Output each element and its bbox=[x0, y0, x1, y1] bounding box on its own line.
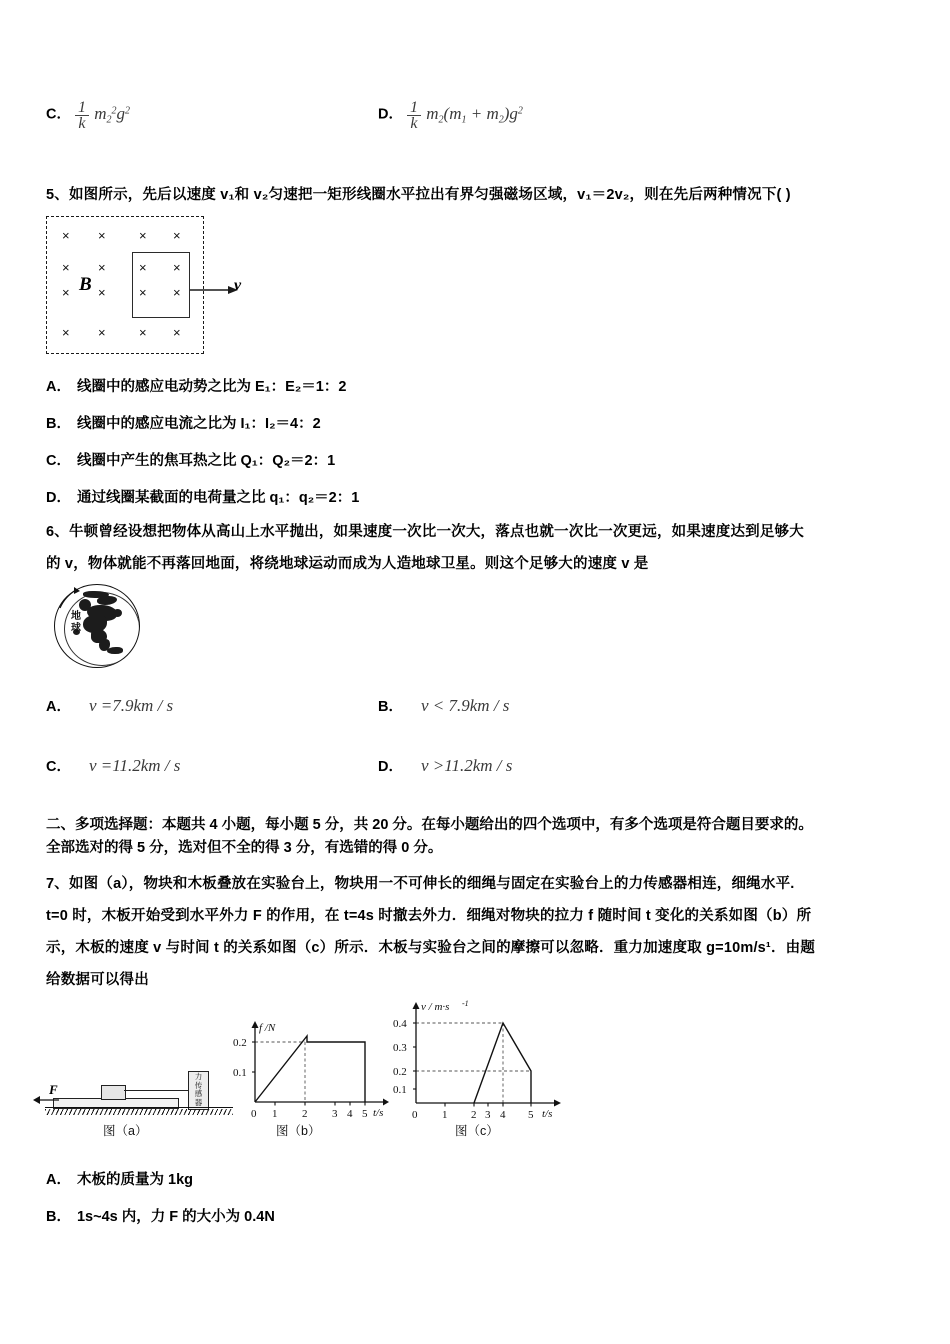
q6-option-c-text: v =11.2km / s bbox=[88, 756, 181, 775]
orbit-arrow-icon bbox=[50, 582, 146, 672]
svg-text:0: 0 bbox=[412, 1109, 418, 1121]
q7-figure-c-chart bbox=[378, 995, 568, 1123]
q6-option-a-text: v =7.9km / s bbox=[88, 696, 174, 715]
q4-option-c-formula: $\frac{1}{k}$ $m_2^2g^2$ bbox=[75, 104, 130, 123]
svg-text:t/s: t/s bbox=[373, 1107, 384, 1119]
q6-option-a[interactable] bbox=[46, 695, 173, 716]
field-cross-icon: × bbox=[98, 260, 106, 275]
earth-label bbox=[71, 611, 81, 635]
q6-option-d-text: v >11.2km / s bbox=[420, 756, 513, 775]
force-sensor bbox=[188, 1071, 209, 1110]
q5-option-d[interactable] bbox=[46, 488, 359, 508]
svg-text:0.4: 0.4 bbox=[393, 1018, 407, 1030]
q6-option-d[interactable] bbox=[378, 755, 512, 776]
field-cross-icon: × bbox=[139, 228, 147, 243]
q5-option-b-text: 线圈中的感应电流之比为 I₁：I₂＝4：2 bbox=[76, 416, 321, 432]
svg-text:0.1: 0.1 bbox=[393, 1084, 407, 1096]
q7-stem-line-4: 给数据可以得出 bbox=[46, 972, 149, 988]
svg-text:0.2: 0.2 bbox=[233, 1037, 247, 1049]
q4-option-d-label: D． bbox=[378, 106, 403, 123]
svg-text:2: 2 bbox=[302, 1108, 308, 1120]
q5-stem: 5、如图所示，先后以速度 v₁和 v₂匀速把一矩形线圈水平拉出有界匀强磁场区域，v₁＝2v₂，则在先后两种情况下( ) bbox=[46, 187, 791, 203]
q7-option-b[interactable] bbox=[46, 1207, 275, 1227]
svg-text:-1: -1 bbox=[462, 999, 469, 1008]
field-strength-label: B bbox=[79, 274, 92, 295]
field-cross-icon: × bbox=[62, 285, 70, 300]
svg-text:f /N: f /N bbox=[259, 1022, 276, 1034]
q7-option-b-text: 1s~4s 内，力 F 的大小为 0.4N bbox=[76, 1209, 275, 1225]
q5-option-c-label: C． bbox=[46, 453, 71, 469]
svg-text:3: 3 bbox=[332, 1108, 338, 1120]
field-cross-icon: × bbox=[173, 260, 181, 275]
q4-option-c bbox=[46, 100, 130, 132]
connecting-string bbox=[124, 1090, 190, 1091]
q7-option-a-label: A． bbox=[46, 1172, 71, 1188]
section-2-instructions-line-2: 全部选对的得 5 分，选对但不全的得 3 分，有选错的得 0 分。 bbox=[46, 840, 443, 856]
q6-stem-line-1: 6、牛顿曾经设想把物体从高山上水平抛出，如果速度一次比一次大，落点也就一次比一次更远，如果速度达到足够大 bbox=[46, 524, 804, 540]
svg-text:1: 1 bbox=[442, 1109, 448, 1121]
field-cross-icon: × bbox=[62, 325, 70, 340]
q7-figure-a-apparatus bbox=[45, 1057, 235, 1119]
field-cross-icon: × bbox=[139, 285, 147, 300]
svg-text:0.3: 0.3 bbox=[393, 1042, 407, 1054]
block-object bbox=[101, 1085, 126, 1100]
force-label-F: F bbox=[49, 1082, 58, 1097]
field-cross-icon: × bbox=[98, 285, 106, 300]
field-cross-icon: × bbox=[62, 228, 70, 243]
field-cross-icon: × bbox=[98, 228, 106, 243]
q6-option-a-label: A． bbox=[46, 699, 71, 715]
earth-label-char-2: 球 bbox=[71, 623, 81, 634]
q6-option-b-text: v < 7.9km / s bbox=[420, 696, 510, 715]
q5-magnetic-field-figure bbox=[46, 216, 242, 358]
section-2-instructions-line-1: 二、多项选择题：本题共 4 小题，每小题 5 分，共 20 分。在每小题给出的四个选项中，有多个选项是符合题目要求的。 bbox=[46, 817, 813, 833]
hatching-pattern bbox=[45, 1109, 233, 1115]
velocity-label: v bbox=[234, 277, 242, 294]
earth-label-char-1: 地 bbox=[71, 611, 81, 622]
svg-text:0.2: 0.2 bbox=[393, 1066, 407, 1078]
field-cross-icon: × bbox=[139, 325, 147, 340]
q7-figure-a-caption: 图（a） bbox=[103, 1124, 148, 1138]
lab-bench-surface bbox=[45, 1107, 233, 1115]
svg-text:5: 5 bbox=[362, 1108, 368, 1120]
q7-stem-line-2: t=0 时，木板开始受到水平外力 F 的作用，在 t=4s 时撤去外力．细绳对物块的拉力 f 随时间 t 变化的关系如图（b）所 bbox=[46, 908, 812, 924]
q5-option-c[interactable] bbox=[46, 451, 335, 471]
field-cross-icon: × bbox=[98, 325, 106, 340]
q4-option-c-label: C． bbox=[46, 106, 71, 123]
field-cross-icon: × bbox=[173, 228, 181, 243]
field-cross-icon: × bbox=[62, 260, 70, 275]
rectangular-coil bbox=[132, 252, 190, 318]
svg-text:0: 0 bbox=[251, 1108, 257, 1120]
q7-figure-b-chart bbox=[221, 1020, 389, 1122]
q7-stem-line-3: 示，木板的速度 v 与时间 t 的关系如图（c）所示．木板与实验台之间的摩擦可以忽略．重力加速度取 g=10m/s¹．由题 bbox=[46, 940, 816, 956]
q5-option-c-text: 线圈中产生的焦耳热之比 Q₁：Q₂＝2：1 bbox=[76, 453, 336, 469]
q7-figure-c-caption: 图（c） bbox=[455, 1124, 499, 1138]
q6-option-d-label: D． bbox=[378, 759, 403, 775]
field-cross-icon: × bbox=[173, 325, 181, 340]
q7-option-a-text: 木板的质量为 1kg bbox=[76, 1172, 193, 1188]
q5-option-b-label: B． bbox=[46, 416, 71, 432]
force-sensor-label: 力 传 感 器 bbox=[194, 1072, 203, 1107]
svg-text:2: 2 bbox=[471, 1109, 477, 1121]
svg-text:4: 4 bbox=[500, 1109, 506, 1121]
q7-option-b-label: B． bbox=[46, 1209, 71, 1225]
svg-text:5: 5 bbox=[528, 1109, 534, 1121]
q7-figure-row bbox=[45, 995, 605, 1150]
svg-text:t/s: t/s bbox=[542, 1108, 553, 1120]
q7-figure-b-caption: 图（b） bbox=[276, 1124, 321, 1138]
q5-option-b[interactable] bbox=[46, 414, 321, 434]
q7-option-a[interactable] bbox=[46, 1170, 193, 1190]
q6-option-b-label: B． bbox=[378, 699, 403, 715]
svg-text:4: 4 bbox=[347, 1108, 353, 1120]
q6-stem-line-2: 的 v，物体就能不再落回地面，将绕地球运动而成为人造地球卫星。则这个足够大的速度 v 是 bbox=[46, 556, 649, 572]
q6-option-c-label: C． bbox=[46, 759, 71, 775]
field-cross-icon: × bbox=[173, 285, 181, 300]
svg-text:3: 3 bbox=[485, 1109, 491, 1121]
q5-option-a[interactable] bbox=[46, 377, 346, 397]
q7-stem-line-1: 7、如图（a），物块和木板叠放在实验台上，物块用一不可伸长的细绳与固定在实验台上的力传感器相连，细绳水平. bbox=[46, 876, 795, 892]
q5-option-a-label: A． bbox=[46, 379, 71, 395]
svg-text:1: 1 bbox=[272, 1108, 278, 1120]
q4-option-d bbox=[378, 100, 523, 132]
q6-earth-figure bbox=[50, 582, 146, 672]
svg-text:0.1: 0.1 bbox=[233, 1067, 247, 1079]
q6-option-b[interactable] bbox=[378, 695, 509, 716]
q4-option-d-formula: $\frac{1}{k}$ $m_2(m_1 + m_2)g^2$ bbox=[407, 104, 523, 123]
velocity-arrow-icon bbox=[190, 284, 238, 296]
q5-option-d-label: D． bbox=[46, 490, 71, 506]
svg-text:v / m·s: v / m·s bbox=[421, 1001, 450, 1013]
field-cross-icon: × bbox=[139, 260, 147, 275]
q5-option-d-text: 通过线圈某截面的电荷量之比 q₁：q₂＝2：1 bbox=[76, 490, 360, 506]
q5-option-a-text: 线圈中的感应电动势之比为 E₁：E₂＝1：2 bbox=[76, 379, 347, 395]
q6-option-c[interactable] bbox=[46, 755, 180, 776]
